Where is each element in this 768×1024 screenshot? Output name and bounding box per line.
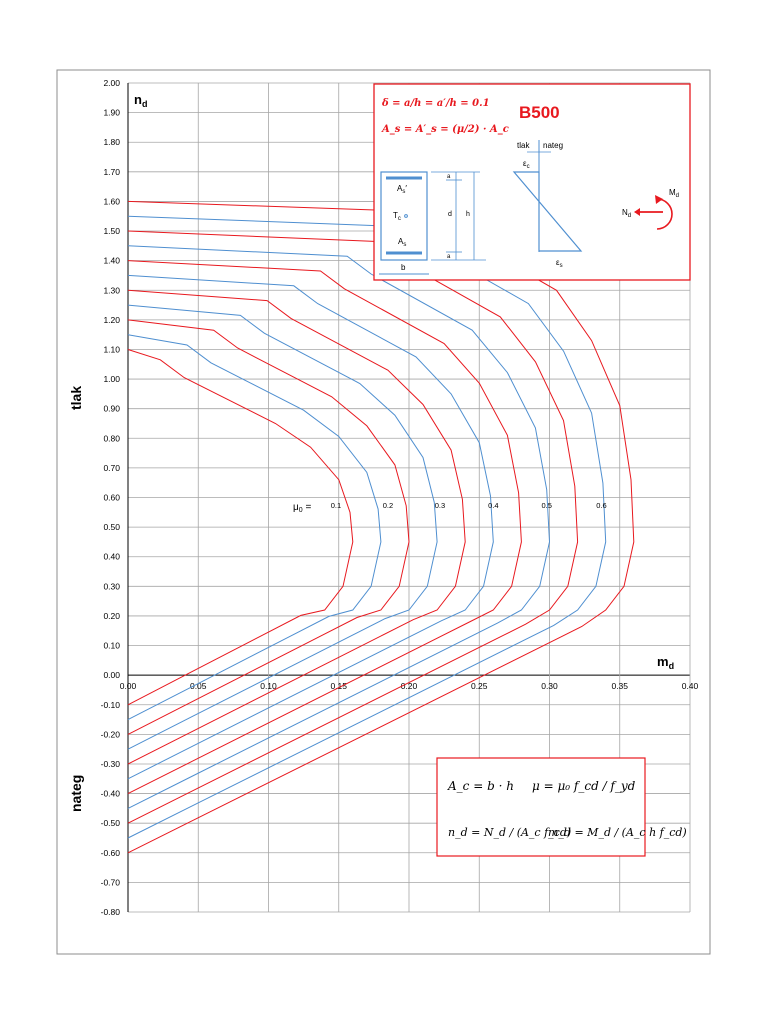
y-tick-label: 0.90: [103, 403, 120, 414]
x-tick-label: 0.20: [400, 681, 418, 692]
y-axis-title: $n_d$: [134, 92, 148, 109]
y-tick-label: 0.30: [103, 581, 120, 592]
md-symbol: $M_d$: [669, 188, 680, 199]
formula-nd: n_d = N_d / (A_c f_cd): [448, 826, 572, 839]
y-tick-label: -0.80: [100, 907, 120, 917]
mu0-value-label: 0.5: [541, 500, 552, 510]
mu0-value-label: 0.6: [596, 500, 607, 510]
as-top-label: $A_s'$: [397, 184, 407, 195]
y-tick-label: 0.10: [103, 640, 120, 651]
x-axis-title: $m_d$: [657, 654, 675, 671]
tc-label: $T_c$: [393, 211, 401, 222]
x-tick-label: 0.00: [119, 681, 137, 692]
mu0-value-label: 0.1: [330, 500, 342, 510]
x-tick-label: 0.30: [541, 681, 558, 692]
strain-tlak: tlak: [517, 141, 530, 150]
y-tick-label: 1.00: [103, 374, 120, 385]
mu0-labels: [331, 501, 607, 510]
as-bot-label: $A_s$: [398, 237, 407, 248]
as-formula: A_s = A′_s = (μ/2) · A_c: [382, 124, 509, 135]
y-tick-label: 0.00: [103, 670, 120, 681]
y-tick-label: -0.60: [100, 847, 120, 858]
nateg-label: nateg: [68, 774, 84, 812]
strain-nateg: nateg: [543, 141, 564, 150]
y-tick-label: 1.90: [103, 107, 120, 118]
y-tick-label: 0.20: [103, 610, 120, 621]
mu0-value-label: 0.3: [434, 500, 446, 510]
eps-s-label: $\varepsilon_s$: [556, 258, 563, 269]
nd-symbol: $N_d$: [622, 208, 632, 219]
y-tick-label: -0.20: [100, 729, 120, 740]
y-tick-label: 1.30: [103, 285, 120, 296]
d-label: d: [448, 211, 452, 218]
grade-label: B500: [519, 103, 560, 122]
mu0-prefix: $\mu_0$ =: [293, 502, 312, 514]
y-tick-label: 1.60: [103, 196, 120, 207]
y-tick-label: -0.30: [100, 758, 120, 769]
y-tick-label: 1.80: [103, 137, 120, 148]
y-tick-label: -0.50: [100, 818, 120, 829]
formula-md: m_d = M_d / (A_c h f_cd): [548, 826, 687, 839]
x-tick-label: 0.05: [189, 681, 207, 692]
mu0-value-label: 0.4: [488, 500, 499, 510]
a-bot-label: a: [447, 254, 451, 260]
y-tick-label: 0.70: [103, 462, 120, 473]
y-tick-label: 1.70: [103, 166, 120, 177]
h-label: h: [466, 211, 470, 218]
y-tick-label: 2.00: [103, 78, 120, 88]
y-tick-label: 0.50: [103, 522, 120, 533]
y-tick-label: -0.40: [100, 788, 120, 799]
eps-c-label: $\varepsilon_c$: [523, 159, 530, 170]
inset-box: [374, 84, 690, 280]
delta-formula: δ = a/h = a′/h = 0.1: [382, 98, 490, 109]
y-tick-label: -0.10: [100, 699, 120, 710]
b-label: b: [401, 263, 406, 272]
x-tick-label: 0.15: [330, 681, 348, 692]
x-tick-label: 0.35: [611, 681, 629, 692]
y-tick-label: 0.60: [103, 492, 120, 503]
x-tick-label: 0.25: [470, 681, 488, 692]
y-tick-label: 1.20: [103, 314, 120, 325]
y-tick-label: 1.40: [103, 255, 120, 266]
y-tick-label: 0.40: [103, 551, 120, 562]
x-tick-label: 0.40: [681, 681, 699, 692]
x-tick-label: 0.10: [260, 681, 277, 692]
formula-ac: A_c = b · h: [448, 779, 514, 793]
y-tick-label: 1.10: [103, 344, 120, 355]
formula-box: [437, 758, 687, 856]
tlak-label: tlak: [68, 385, 84, 410]
y-tick-label: 0.80: [103, 433, 120, 444]
y-tick-label: 1.50: [103, 226, 120, 237]
mu0-value-label: 0.2: [382, 500, 394, 510]
y-tick-label: -0.70: [100, 877, 120, 888]
a-top-label: a: [447, 174, 451, 180]
formula-mu: μ = μ₀ f_cd / f_yd: [532, 779, 636, 793]
